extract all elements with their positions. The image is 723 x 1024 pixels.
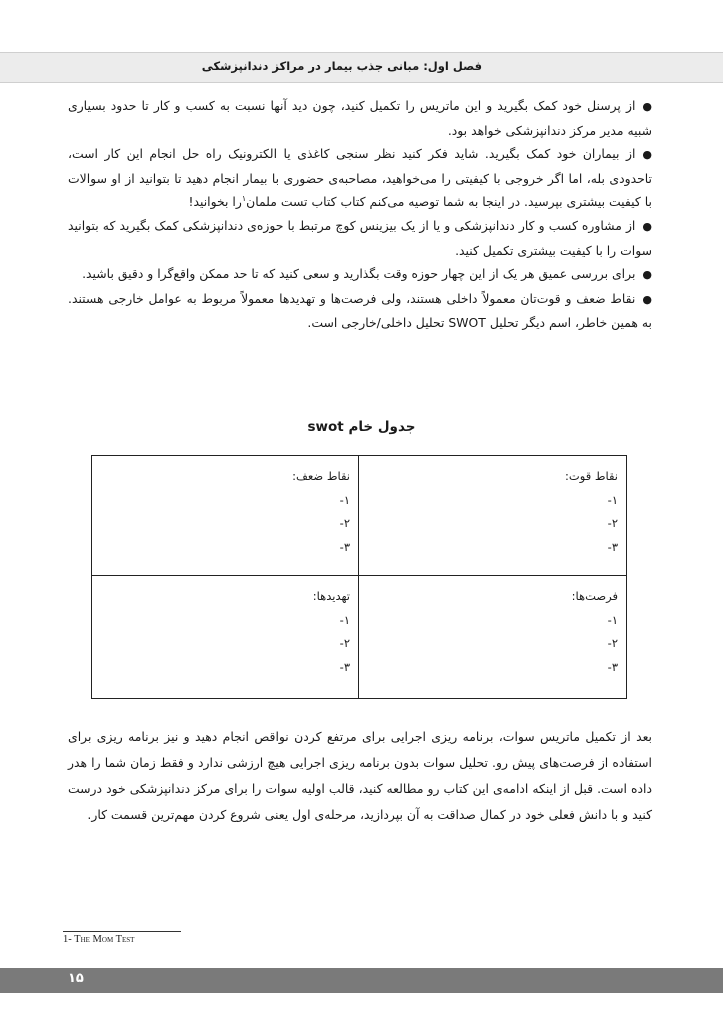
weaknesses-item: ۲- bbox=[339, 516, 350, 530]
weaknesses-heading: نقاط ضعف: bbox=[292, 469, 350, 483]
opportunities-item: ۱- bbox=[607, 612, 618, 627]
bullet-dot-icon: ● bbox=[642, 268, 652, 282]
bullet-dot-icon: ● bbox=[642, 100, 652, 113]
bullet-dot-icon: ● bbox=[642, 219, 652, 233]
swot-table bbox=[91, 455, 627, 699]
bullet-dot-icon: ● bbox=[642, 292, 652, 306]
bullet-item bbox=[68, 142, 652, 214]
strengths-cell bbox=[378, 465, 618, 559]
bullet-item bbox=[68, 287, 652, 335]
running-header bbox=[0, 52, 723, 83]
closing-paragraph: بعد از تکمیل ماتریس سوات، برنامه ریزی اجرایی برای مرتفع کردن نواقص انجام دهید و نیز برنامه ریزی برای استفاده از فرصت‌های پیش رو. تحلیل سوات بدون برنامه ریزی اجرایی هیچ ارزشی ندارد و فقط زمان شما را هدر داده است. قبل از اینکه ادامه‌ی این کتاب رو مطالعه کنید، قالب اولیه سوات را برای مرکز دندانپزشکی خود درست کنید و با دانش فعلی خود در کمال صداقت به آن بپردازید، مرحله‌ی اول یعنی شروع کردن مهم‌ترین قسمت کار. bbox=[68, 729, 652, 823]
page-number: ۱۵ bbox=[68, 971, 84, 986]
strengths-heading: نقاط قوت: bbox=[565, 469, 618, 483]
table-title: جدول خام swot bbox=[307, 419, 416, 435]
threats-item: ۱- bbox=[339, 612, 350, 627]
bullet-item bbox=[68, 262, 652, 287]
bullet-text: نقاط ضعف و قوت‌تان معمولاً داخلی هستند، ولی فرصت‌ها و تهدیدها معمولاً مربوط به عوامل خارجی هستند. به همین خاطر، اسم دیگر تحلیل SWOT تحلیل داخلی/خارجی است. bbox=[68, 290, 652, 331]
chapter-title: فصل اول: مبانی جذب بیمار در مراکز دندانپزشکی bbox=[201, 59, 482, 73]
bullet-dot-icon: ● bbox=[642, 148, 652, 162]
bullet-item bbox=[68, 94, 652, 142]
weaknesses-cell bbox=[110, 465, 350, 559]
bullet-text: از مشاوره کسب و کار دندانپزشکی و یا از یک بیزینس کوچ مرتبط با حوزه‌ی دندانپزشکی کمک بگیرید که بتوانید سوات را با کیفیت بیشتری تکمیل کنید. bbox=[68, 217, 652, 258]
bullet-text: از بیماران خود کمک بگیرید. شاید فکر کنید نظر سنجی کاغذی یا الکترونیک راه حل انجام این کار است، تاحدودی بله، اما اگر خروجی با کیفیتی را می‌خواهید، مصاحبه‌ی حضوری با بیمار انجام دهید تا بتوانید از او سوالات با کیفیت بیشتری بپرسید. در اینجا به شما توصیه می‌کنم کتاب کتاب تست ملمان bbox=[68, 146, 652, 210]
footnote: 1- The Mom Test bbox=[63, 934, 135, 945]
footnote-divider bbox=[63, 931, 181, 932]
opportunities-item: ۳- bbox=[607, 659, 618, 674]
footnote-reference: ۱ bbox=[241, 194, 247, 204]
opportunities-heading: فرصت‌ها: bbox=[571, 589, 618, 603]
threats-cell bbox=[110, 585, 350, 679]
bullet-list bbox=[68, 94, 652, 335]
weaknesses-item: ۱- bbox=[339, 492, 350, 507]
weaknesses-item: ۳- bbox=[339, 539, 350, 554]
threats-heading: تهدیدها: bbox=[312, 589, 350, 603]
bullet-item bbox=[68, 214, 652, 262]
opportunities-item: ۲- bbox=[607, 636, 618, 650]
strengths-item: ۳- bbox=[607, 539, 618, 554]
bullet-text: را بخوانید! bbox=[188, 194, 242, 210]
strengths-item: ۱- bbox=[607, 492, 618, 507]
table-divider-vertical bbox=[358, 456, 359, 698]
bullet-text: برای بررسی عمیق هر یک از این چهار حوزه وقت بگذارید و سعی کنید که تا حد ممکن واقع‌گرا و دقیق باشید. bbox=[82, 266, 636, 282]
threats-item: ۳- bbox=[339, 659, 350, 674]
strengths-item: ۲- bbox=[607, 516, 618, 530]
table-divider-horizontal bbox=[92, 575, 626, 576]
opportunities-cell bbox=[378, 585, 618, 679]
bullet-text: از پرسنل خود کمک بگیرید و این ماتریس را تکمیل کنید، چون دید آنها نسبت به کسب و کار تا حدود بسیاری شبیه مدیر مرکز دندانپزشکی خواهد بود. bbox=[68, 98, 652, 138]
page-footer bbox=[0, 968, 723, 993]
threats-item: ۲- bbox=[339, 636, 350, 650]
